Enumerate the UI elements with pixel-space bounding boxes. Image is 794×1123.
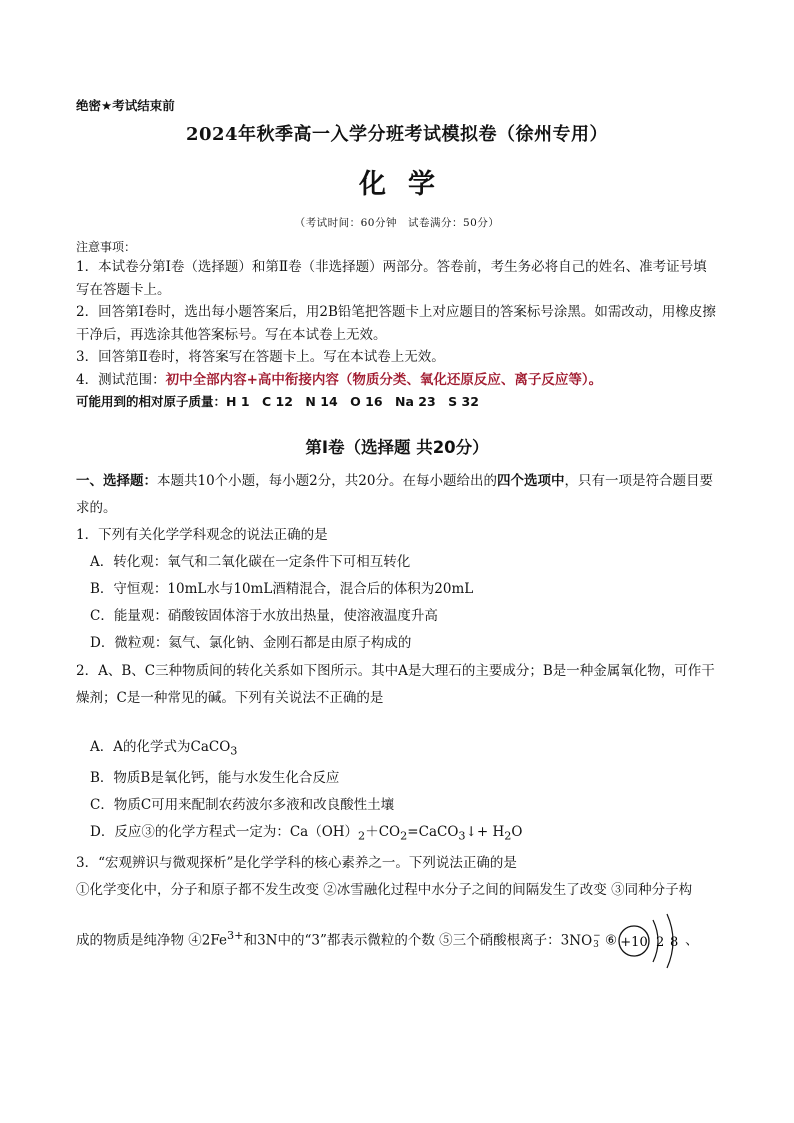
exam-info: （考试时间：60分钟 试卷满分：50分） <box>294 217 500 229</box>
shell-2-electrons: 8 <box>670 934 679 950</box>
q2-d-text: D．反应③的化学方程式一定为：Ca（OH） <box>90 824 359 841</box>
test-range: 初中全部内容+高中衔接内容（物质分类、氧化还原反应、离子反应等）。 <box>165 371 603 388</box>
q3-line2-mid: 和3N中的“3”都表示微粒的个数 ⑤三个硝酸根离子：3 <box>243 932 570 949</box>
exam-title: 2024年秋季高一入学分班考试模拟卷（徐州专用） <box>185 124 609 145</box>
nitrate-formula: NO <box>569 932 593 949</box>
q2-d-end: O <box>511 824 523 841</box>
q3-line2-pre: 成的物质是纯净物 ④2Fe <box>76 932 227 949</box>
note-item-3: 3．回答第Ⅱ卷时，将答案写在答题卡上。写在本试卷上无效。 <box>76 349 445 365</box>
notes-heading: 注意事项： <box>76 240 137 254</box>
q1-stem: 1．下列有关化学学科观念的说法正确的是 <box>76 526 328 543</box>
section-1-intro <box>76 468 718 522</box>
q3-line-1: ①化学变化中，分子和原子都不发生改变 ②冰雪融化过程中水分子之间的间隔发生了改变 ③同种分子构 <box>76 882 693 899</box>
q3-line-2 <box>76 922 718 955</box>
atomic-masses: 可能用到的相对原子质量：H 1 C 12 N 14 O 16 Na 23 S 32 <box>76 394 479 409</box>
q3-line2-tail: ⑥ <box>600 932 618 949</box>
q3-after-atom: 、 <box>685 932 699 949</box>
q2-d-tail: ↓+ H <box>465 824 505 841</box>
q2-stem: 2．A、B、C三种物质间的转化关系如下图所示。其中A是大理石的主要成分；B是一种金属氧化物，可作干燥剂；C是一种常见的碱。下列有关说法不正确的是 <box>76 662 715 706</box>
q3-stem: 3．“宏观辨识与微观探析”是化学学科的核心素养之一。下列说法正确的是 <box>76 855 517 872</box>
q2-d-sub4: 2 <box>504 829 512 843</box>
q2-d-mid: ＋CO <box>365 824 401 841</box>
intro-bold: 四个选项中 <box>496 472 565 489</box>
intro-tail: ，只有一项是符合题目要求的。 <box>76 472 713 516</box>
q3-fe-charge: 3+ <box>227 929 244 943</box>
shell-1-electrons: 2 <box>656 934 665 950</box>
intro-prefix: 一、选择题： <box>76 472 157 489</box>
nitrate-sub: 3 <box>593 940 599 951</box>
atomic-structure-diagram <box>617 928 685 955</box>
note-item-4-prefix: 4．测试范围： <box>76 371 166 388</box>
q2-option-c: C．物质C可用来配制农药波尔多液和改良酸性土壤 <box>90 796 395 813</box>
intro-text: 本题共10个小题，每小题2分，共20分。在每小题给出的 <box>157 472 497 489</box>
confidential-mark: 绝密★考试结束前 <box>76 98 175 113</box>
nitrate-ion <box>569 933 600 949</box>
atom-diagram-svg <box>617 908 685 974</box>
q2-option-d <box>90 819 718 850</box>
q2-d-mid2: =CaCO <box>407 824 459 841</box>
nitrate-charge: − <box>593 931 601 942</box>
q1-option-a: A．转化观：氧气和二氧化碳在一定条件下可相互转化 <box>90 553 411 570</box>
note-item-1: 1．本试卷分第Ⅰ卷（选择题）和第Ⅱ卷（非选择题）两部分。答卷前，考生务必将自己的姓名、准考证号填写在答题卡上。 <box>76 259 707 298</box>
subject-title: 化学 <box>359 169 457 200</box>
q2-d-sub1: 2 <box>358 829 366 843</box>
q2-d-sub3: 3 <box>458 829 466 843</box>
section-1-title: 第Ⅰ卷（选择题 共20分） <box>305 437 489 457</box>
q1-option-d: D．微粒观：氦气、氯化钠、金刚石都是由原子构成的 <box>90 635 412 652</box>
q2-figure-space <box>76 712 718 734</box>
q1-option-b: B．守恒观：10mL水与10mL酒精混合，混合后的体积为20mL <box>90 580 474 597</box>
q2-option-a <box>90 734 718 765</box>
note-item-4 <box>76 369 718 392</box>
q2-a-sub: 3 <box>230 744 238 758</box>
note-item-2: 2．回答第Ⅰ卷时，选出每小题答案后，用2B铅笔把答题卡上对应题目的答案标号涂黑。如需改动，用橡皮擦干净后，再选涂其他答案标号。写在本试卷上无效。 <box>76 304 716 343</box>
q1-option-c: C．能量观：硝酸铵固体溶于水放出热量，使溶液温度升高 <box>90 608 438 625</box>
q2-d-sub2: 2 <box>400 829 408 843</box>
q2-a-text: A．A的化学式为CaCO <box>90 738 231 755</box>
q2-option-b: B．物质B是氧化钙，能与水发生化合反应 <box>90 769 340 786</box>
nucleus-charge: +10 <box>620 934 648 950</box>
